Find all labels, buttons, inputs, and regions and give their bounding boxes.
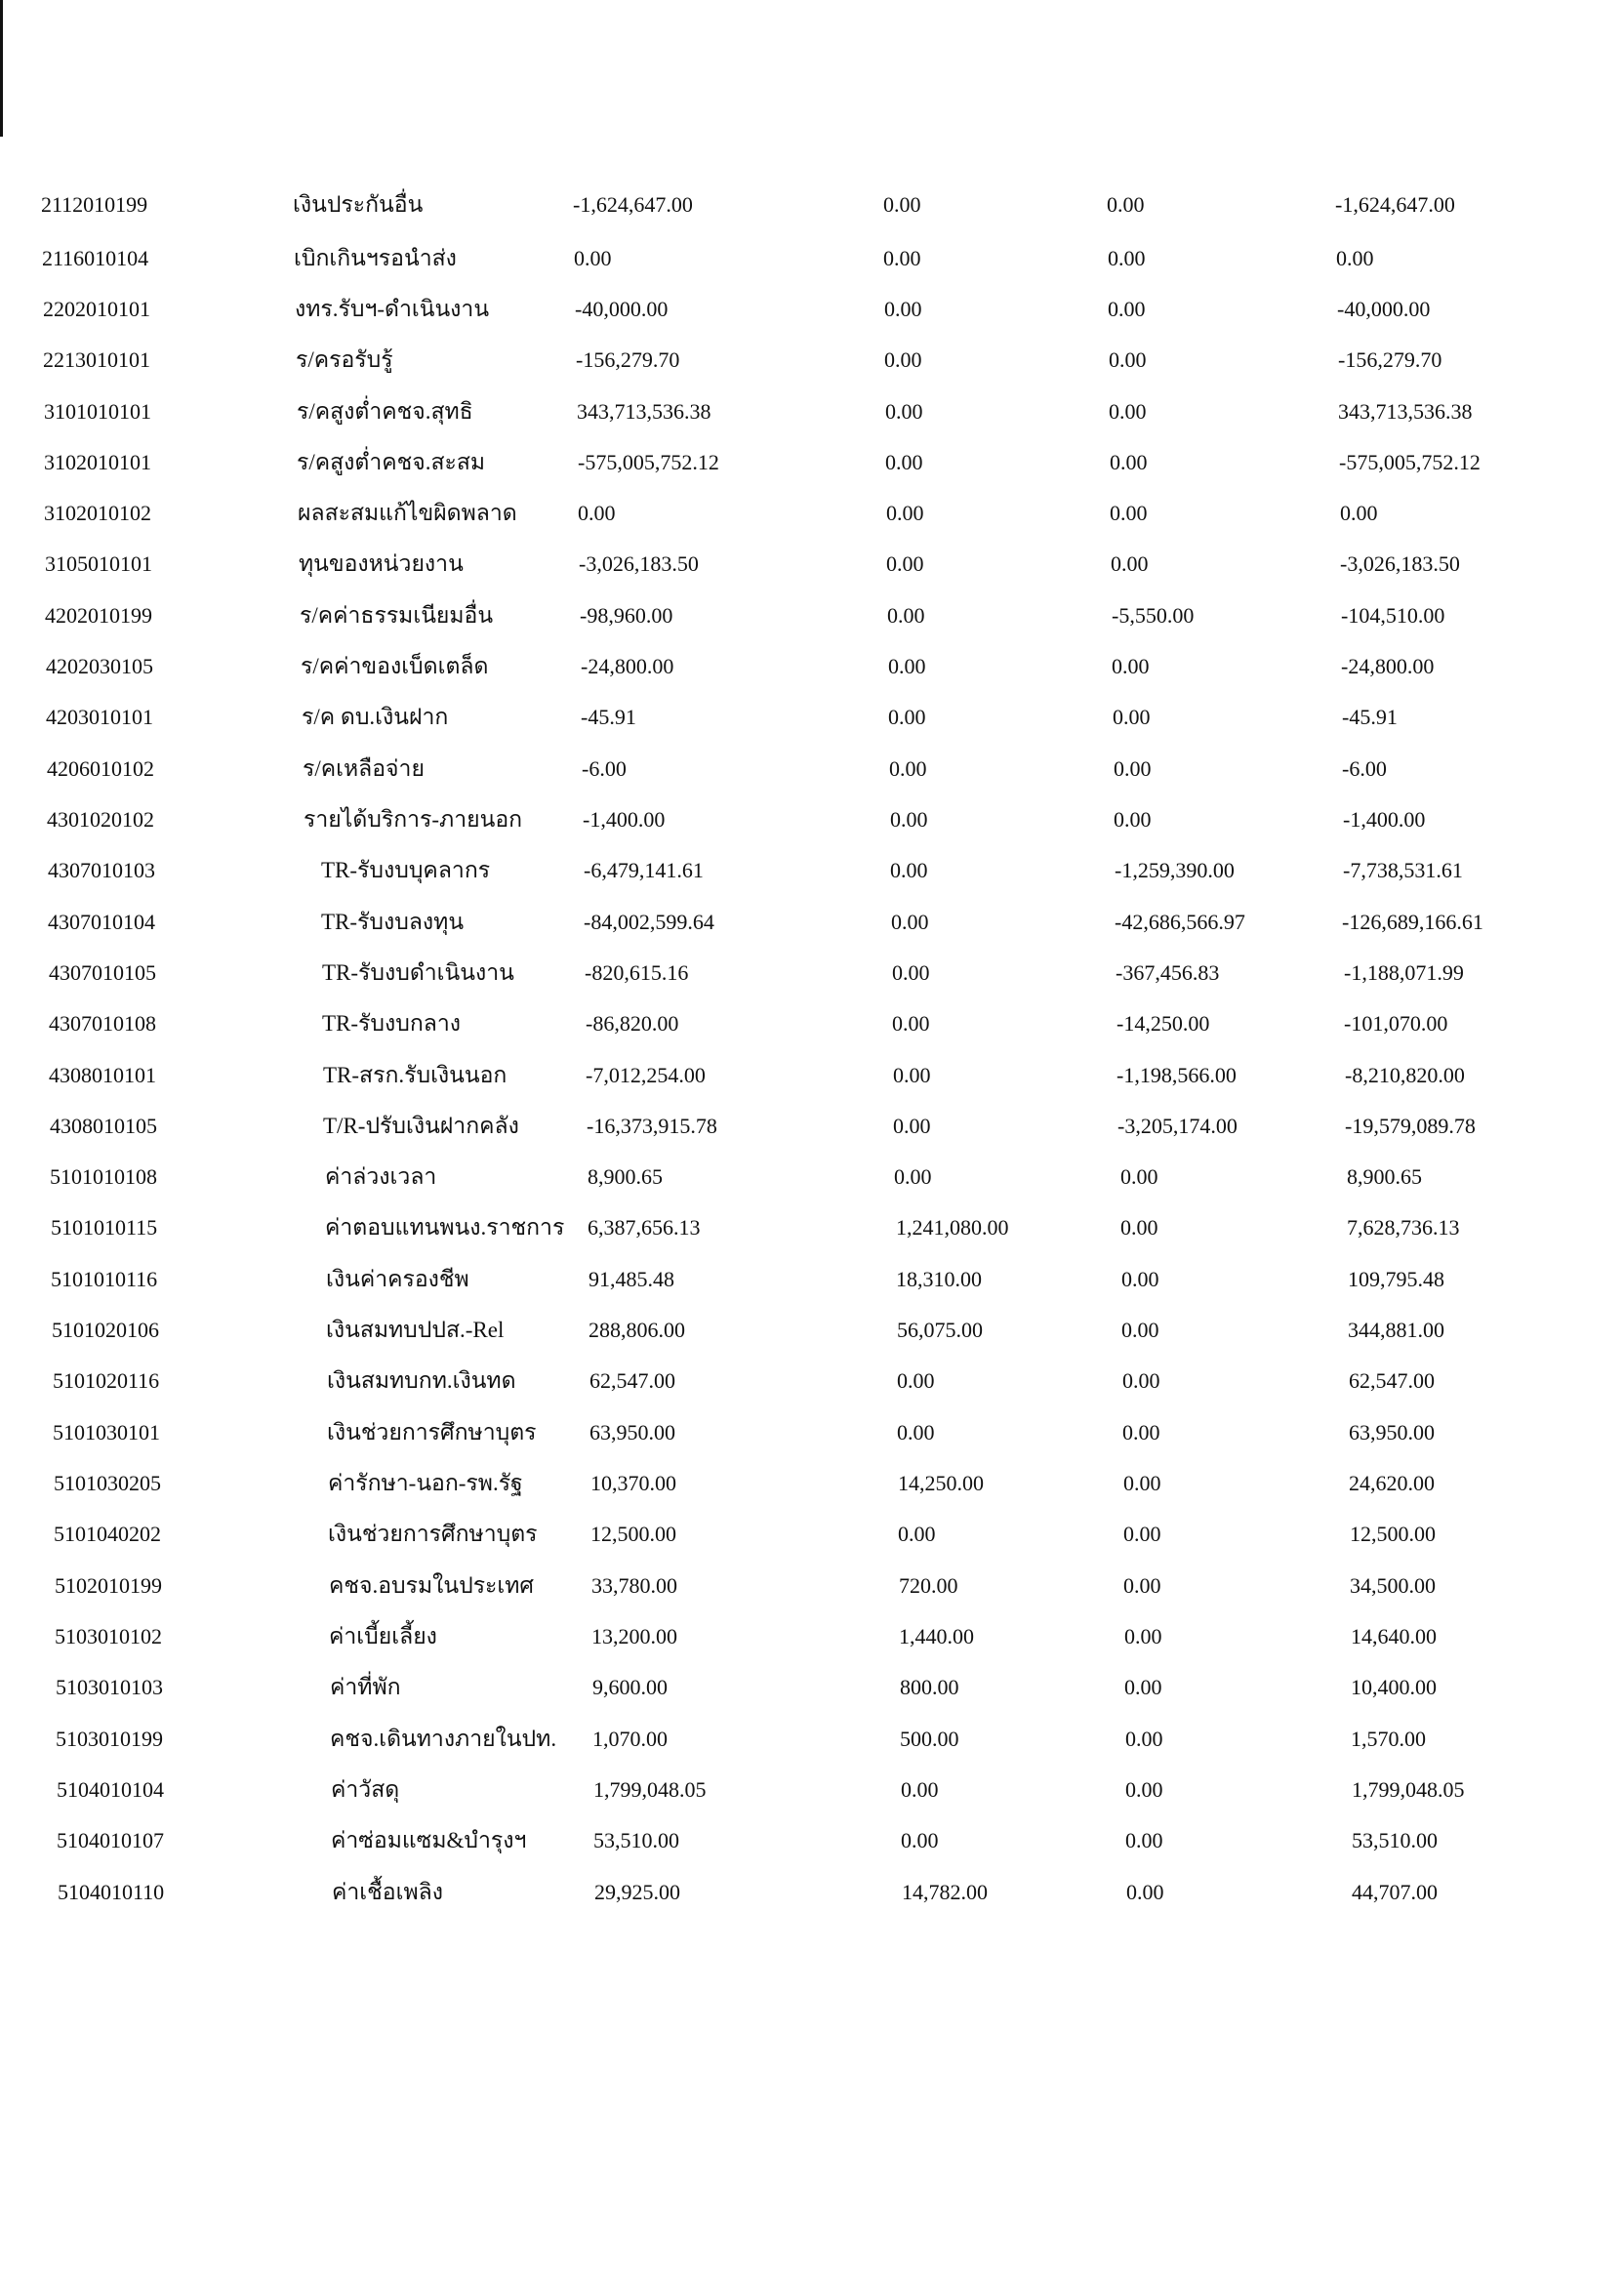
amount-col-4: -101,070.00 xyxy=(1344,1011,1448,1036)
amount-col-4: -40,000.00 xyxy=(1337,297,1431,321)
table-row xyxy=(0,1113,1624,1152)
account-code: 3102010102 xyxy=(44,501,151,525)
amount-col-3: 0.00 xyxy=(1109,399,1147,424)
table-row xyxy=(0,1419,1624,1458)
table-row xyxy=(0,704,1624,743)
amount-col-1: -6.00 xyxy=(582,756,627,781)
amount-col-3: 0.00 xyxy=(1110,501,1148,525)
amount-col-2: 0.00 xyxy=(901,1828,939,1852)
amount-col-4: -1,400.00 xyxy=(1343,807,1426,832)
amount-col-2: 0.00 xyxy=(893,1114,931,1138)
amount-col-4: -126,689,166.61 xyxy=(1342,910,1483,934)
account-code: 5102010199 xyxy=(55,1573,162,1598)
amount-col-2: 1,241,080.00 xyxy=(896,1215,1009,1240)
amount-col-4: 44,707.00 xyxy=(1352,1880,1438,1904)
amount-col-1: 33,780.00 xyxy=(591,1573,677,1598)
amount-col-2: 0.00 xyxy=(897,1368,935,1393)
account-name: งทร.รับฯ-ดำเนินงาน xyxy=(295,297,490,321)
amount-col-2: 0.00 xyxy=(884,347,922,372)
account-name: เงินสมทบปปส.-Rel xyxy=(326,1318,505,1342)
amount-col-4: 10,400.00 xyxy=(1351,1675,1437,1699)
amount-col-2: 0.00 xyxy=(885,399,923,424)
amount-col-3: -14,250.00 xyxy=(1116,1011,1210,1036)
amount-col-4: -156,279.70 xyxy=(1338,347,1442,372)
amount-col-2: 0.00 xyxy=(890,858,928,882)
account-name: เงินช่วยการศึกษาบุตร xyxy=(328,1522,538,1546)
amount-col-4: 63,950.00 xyxy=(1349,1420,1435,1444)
table-row xyxy=(0,909,1624,948)
account-code: 5103010199 xyxy=(56,1727,163,1751)
amount-col-1: 0.00 xyxy=(574,246,612,270)
account-name: ร/ครอรับรู้ xyxy=(296,347,393,372)
table-row xyxy=(0,1879,1624,1918)
amount-col-3: 0.00 xyxy=(1125,1828,1163,1852)
amount-col-4: -7,738,531.61 xyxy=(1343,858,1463,882)
account-code: 5104010104 xyxy=(57,1777,164,1802)
account-code: 5101010116 xyxy=(51,1267,158,1291)
account-code: 5101040202 xyxy=(54,1522,161,1546)
amount-col-4: -19,579,089.78 xyxy=(1345,1114,1476,1138)
amount-col-4: -6.00 xyxy=(1342,756,1387,781)
amount-col-3: -1,198,566.00 xyxy=(1116,1063,1237,1087)
amount-col-1: -1,400.00 xyxy=(583,807,666,832)
amount-col-1: 63,950.00 xyxy=(589,1420,675,1444)
amount-col-3: 0.00 xyxy=(1121,1318,1159,1342)
account-code: 5101020106 xyxy=(52,1318,159,1342)
table-row xyxy=(0,602,1624,641)
account-name: TR-รับงบบุคลากร xyxy=(321,858,491,882)
account-name: ร/คค่าของเบ็ดเตล็ด xyxy=(301,654,489,678)
amount-col-3: 0.00 xyxy=(1124,1675,1162,1699)
amount-col-1: 8,900.65 xyxy=(588,1164,663,1189)
amount-col-4: 34,500.00 xyxy=(1350,1573,1436,1598)
amount-col-1: 6,387,656.13 xyxy=(588,1215,701,1240)
amount-col-3: 0.00 xyxy=(1123,1573,1161,1598)
amount-col-2: 14,250.00 xyxy=(898,1471,984,1495)
amount-col-3: -367,456.83 xyxy=(1116,960,1220,985)
amount-col-4: 62,547.00 xyxy=(1349,1368,1435,1393)
table-row xyxy=(0,755,1624,794)
amount-col-4: 8,900.65 xyxy=(1347,1164,1422,1189)
account-code: 5101030205 xyxy=(54,1471,161,1495)
amount-col-4: 53,510.00 xyxy=(1352,1828,1438,1852)
amount-col-2: 0.00 xyxy=(894,1164,932,1189)
amount-col-1: 29,925.00 xyxy=(594,1880,680,1904)
amount-col-4: 1,799,048.05 xyxy=(1352,1777,1465,1802)
account-name: เงินประกันอื่น xyxy=(293,192,424,217)
amount-col-1: 12,500.00 xyxy=(590,1522,676,1546)
account-name: ค่ารักษา-นอก-รพ.รัฐ xyxy=(328,1471,523,1495)
amount-col-1: -86,820.00 xyxy=(586,1011,679,1036)
amount-col-2: 0.00 xyxy=(886,501,924,525)
amount-col-4: -3,026,183.50 xyxy=(1340,551,1460,576)
account-code: 4203010101 xyxy=(46,705,153,729)
amount-col-1: -16,373,915.78 xyxy=(587,1114,717,1138)
amount-col-1: -6,479,141.61 xyxy=(584,858,704,882)
table-row xyxy=(0,653,1624,692)
amount-col-3: 0.00 xyxy=(1114,807,1152,832)
table-row xyxy=(0,1470,1624,1509)
amount-col-4: -1,624,647.00 xyxy=(1335,192,1455,217)
table-row xyxy=(0,1521,1624,1560)
amount-col-1: 13,200.00 xyxy=(591,1624,677,1648)
amount-col-4: 0.00 xyxy=(1336,246,1374,270)
amount-col-3: 0.00 xyxy=(1125,1777,1163,1802)
table-row xyxy=(0,296,1624,335)
account-code: 5104010107 xyxy=(57,1828,164,1852)
amount-col-2: 0.00 xyxy=(889,756,927,781)
account-code: 5103010102 xyxy=(55,1624,162,1648)
amount-col-3: 0.00 xyxy=(1108,297,1146,321)
account-name: TR-สรก.รับเงินนอก xyxy=(323,1063,508,1087)
account-code: 2112010199 xyxy=(41,192,148,217)
amount-col-4: 12,500.00 xyxy=(1350,1522,1436,1546)
amount-col-3: 0.00 xyxy=(1120,1164,1158,1189)
amount-col-3: 0.00 xyxy=(1120,1215,1158,1240)
amount-col-4: -575,005,752.12 xyxy=(1339,450,1481,474)
account-name: T/R-ปรับเงินฝากคลัง xyxy=(323,1114,519,1138)
amount-col-3: 0.00 xyxy=(1125,1727,1163,1751)
account-name: ผลสะสมแก้ไขผิดพลาด xyxy=(298,501,517,525)
amount-col-4: -8,210,820.00 xyxy=(1345,1063,1465,1087)
amount-col-2: 0.00 xyxy=(898,1522,936,1546)
account-code: 4308010101 xyxy=(49,1063,156,1087)
amount-col-4: 109,795.48 xyxy=(1348,1267,1444,1291)
amount-col-1: -45.91 xyxy=(581,705,636,729)
account-code: 4301020102 xyxy=(47,807,154,832)
account-code: 4307010105 xyxy=(49,960,156,985)
account-name: ร/คสูงต่ำคชจ.สะสม xyxy=(297,450,486,474)
amount-col-3: 0.00 xyxy=(1111,551,1149,576)
account-name: คชจ.อบรมในประเทศ xyxy=(329,1573,535,1598)
amount-col-4: 1,570.00 xyxy=(1351,1727,1426,1751)
table-row xyxy=(0,1266,1624,1305)
amount-col-3: 0.00 xyxy=(1123,1522,1161,1546)
account-name: ค่าที่พัก xyxy=(330,1675,401,1699)
amount-col-3: 0.00 xyxy=(1122,1368,1160,1393)
account-code: 5101030101 xyxy=(53,1420,160,1444)
amount-col-3: 0.00 xyxy=(1109,347,1147,372)
account-name: ค่าเบี้ยเลี้ยง xyxy=(329,1624,437,1648)
amount-col-2: 0.00 xyxy=(883,192,921,217)
account-name: ค่าซ่อมแซม&บำรุงฯ xyxy=(331,1828,527,1852)
account-name: เงินค่าครองชีพ xyxy=(326,1267,469,1291)
amount-col-3: 0.00 xyxy=(1113,705,1151,729)
amount-col-2: 0.00 xyxy=(892,960,930,985)
amount-col-4: 343,713,536.38 xyxy=(1338,399,1473,424)
table-row xyxy=(0,1010,1624,1049)
table-row xyxy=(0,806,1624,845)
amount-col-2: 14,782.00 xyxy=(902,1880,988,1904)
account-name: ค่าตอบแทนพนง.ราชการ xyxy=(325,1215,565,1240)
table-row xyxy=(0,191,1624,230)
amount-col-2: 18,310.00 xyxy=(896,1267,982,1291)
amount-col-1: -575,005,752.12 xyxy=(578,450,719,474)
amount-col-2: 0.00 xyxy=(901,1777,939,1802)
account-name: ค่าล่วงเวลา xyxy=(325,1164,437,1189)
amount-col-3: 0.00 xyxy=(1108,246,1146,270)
account-name: คชจ.เดินทางภายในปท. xyxy=(330,1727,557,1751)
amount-col-1: -40,000.00 xyxy=(575,297,669,321)
amount-col-2: 0.00 xyxy=(883,246,921,270)
amount-col-3: -42,686,566.97 xyxy=(1115,910,1245,934)
amount-col-4: 7,628,736.13 xyxy=(1347,1215,1460,1240)
table-row xyxy=(0,500,1624,539)
account-name: รายได้บริการ-ภายนอก xyxy=(304,807,523,832)
table-row xyxy=(0,245,1624,284)
amount-col-1: 1,070.00 xyxy=(592,1727,668,1751)
amount-col-2: 1,440.00 xyxy=(899,1624,974,1648)
account-code: 5101020116 xyxy=(53,1368,160,1393)
account-code: 5101010115 xyxy=(51,1215,158,1240)
amount-col-4: 24,620.00 xyxy=(1349,1471,1435,1495)
table-row xyxy=(0,1726,1624,1765)
amount-col-4: -104,510.00 xyxy=(1341,603,1445,628)
table-row xyxy=(0,1572,1624,1611)
amount-col-4: -45.91 xyxy=(1342,705,1398,729)
amount-col-2: 0.00 xyxy=(887,603,925,628)
amount-col-1: 288,806.00 xyxy=(589,1318,685,1342)
amount-col-1: -7,012,254.00 xyxy=(586,1063,706,1087)
account-name: เงินช่วยการศึกษาบุตร xyxy=(327,1420,537,1444)
amount-col-3: 0.00 xyxy=(1126,1880,1164,1904)
table-row xyxy=(0,857,1624,896)
table-row xyxy=(0,1674,1624,1713)
account-code: 5104010110 xyxy=(58,1880,165,1904)
account-name: ร/คเหลือจ่าย xyxy=(303,756,425,781)
amount-col-3: 0.00 xyxy=(1114,756,1152,781)
amount-col-2: 56,075.00 xyxy=(897,1318,983,1342)
account-name: TR-รับงบกลาง xyxy=(322,1011,461,1036)
amount-col-1: 10,370.00 xyxy=(590,1471,676,1495)
amount-col-3: 0.00 xyxy=(1123,1471,1161,1495)
amount-col-4: -1,188,071.99 xyxy=(1344,960,1464,985)
amount-col-3: 0.00 xyxy=(1112,654,1150,678)
amount-col-1: -3,026,183.50 xyxy=(579,551,699,576)
amount-col-4: 14,640.00 xyxy=(1351,1624,1437,1648)
account-name: ร/คค่าธรรมเนียมอื่น xyxy=(300,603,494,628)
account-code: 5101010108 xyxy=(50,1164,157,1189)
table-row xyxy=(0,1062,1624,1101)
amount-col-3: -5,550.00 xyxy=(1112,603,1195,628)
account-code: 2213010101 xyxy=(43,347,150,372)
amount-col-1: 1,799,048.05 xyxy=(593,1777,707,1802)
account-name: เบิกเกินฯรอนำส่ง xyxy=(294,246,457,270)
amount-col-1: 0.00 xyxy=(578,501,616,525)
table-row xyxy=(0,1776,1624,1815)
amount-col-2: 0.00 xyxy=(886,551,924,576)
account-name: เงินสมทบกท.เงินทด xyxy=(327,1368,516,1393)
account-name: ร/ค ดบ.เงินฝาก xyxy=(302,705,449,729)
table-row xyxy=(0,959,1624,998)
amount-col-3: 0.00 xyxy=(1107,192,1145,217)
account-name: ทุนของหน่วยงาน xyxy=(299,551,464,576)
amount-col-2: 0.00 xyxy=(888,654,926,678)
amount-col-2: 0.00 xyxy=(884,297,922,321)
amount-col-4: -24,800.00 xyxy=(1341,654,1435,678)
account-name: ค่าวัสดุ xyxy=(331,1777,400,1802)
table-row xyxy=(0,1623,1624,1662)
amount-col-3: 0.00 xyxy=(1124,1624,1162,1648)
table-row xyxy=(0,550,1624,590)
table-row xyxy=(0,1317,1624,1356)
account-code: 4307010104 xyxy=(48,910,155,934)
account-code: 4206010102 xyxy=(47,756,154,781)
account-code: 3101010101 xyxy=(44,399,151,424)
account-name: ค่าเชื้อเพลิง xyxy=(332,1880,443,1904)
amount-col-1: 62,547.00 xyxy=(589,1368,675,1393)
amount-col-3: -3,205,174.00 xyxy=(1117,1114,1238,1138)
amount-col-2: 0.00 xyxy=(888,705,926,729)
amount-col-1: -1,624,647.00 xyxy=(573,192,693,217)
account-code: 4307010103 xyxy=(48,858,155,882)
amount-col-2: 0.00 xyxy=(893,1063,931,1087)
amount-col-3: 0.00 xyxy=(1121,1267,1159,1291)
account-code: 4308010105 xyxy=(50,1114,157,1138)
amount-col-3: -1,259,390.00 xyxy=(1115,858,1235,882)
amount-col-1: -24,800.00 xyxy=(581,654,674,678)
amount-col-2: 0.00 xyxy=(892,1011,930,1036)
account-name: TR-รับงบดำเนินงาน xyxy=(322,960,514,985)
account-name: ร/คสูงต่ำคชจ.สุทธิ xyxy=(297,399,473,424)
amount-col-2: 0.00 xyxy=(885,450,923,474)
amount-col-2: 500.00 xyxy=(900,1727,959,1751)
amount-col-4: 344,881.00 xyxy=(1348,1318,1444,1342)
table-row xyxy=(0,1827,1624,1866)
amount-col-1: 53,510.00 xyxy=(593,1828,679,1852)
table-row xyxy=(0,1163,1624,1202)
account-code: 4307010108 xyxy=(49,1011,156,1036)
table-row xyxy=(0,449,1624,488)
amount-col-2: 0.00 xyxy=(897,1420,935,1444)
amount-col-1: 91,485.48 xyxy=(589,1267,674,1291)
account-code: 5103010103 xyxy=(56,1675,163,1699)
amount-col-2: 0.00 xyxy=(890,807,928,832)
amount-col-1: -84,002,599.64 xyxy=(584,910,714,934)
account-code: 3105010101 xyxy=(45,551,152,576)
amount-col-1: 343,713,536.38 xyxy=(577,399,711,424)
amount-col-4: 0.00 xyxy=(1340,501,1378,525)
table-row xyxy=(0,1214,1624,1253)
account-name: TR-รับงบลงทุน xyxy=(321,910,465,934)
amount-col-1: -156,279.70 xyxy=(576,347,680,372)
account-code: 2116010104 xyxy=(42,246,149,270)
amount-col-2: 720.00 xyxy=(899,1573,958,1598)
account-code: 3102010101 xyxy=(44,450,151,474)
amount-col-2: 800.00 xyxy=(900,1675,959,1699)
account-code: 4202030105 xyxy=(46,654,153,678)
table-row xyxy=(0,398,1624,437)
amount-col-2: 0.00 xyxy=(891,910,929,934)
amount-col-3: 0.00 xyxy=(1110,450,1148,474)
amount-col-1: -98,960.00 xyxy=(580,603,673,628)
account-code: 4202010199 xyxy=(45,603,152,628)
amount-col-3: 0.00 xyxy=(1122,1420,1160,1444)
amount-col-1: -820,615.16 xyxy=(585,960,689,985)
account-code: 2202010101 xyxy=(43,297,150,321)
table-row xyxy=(0,1367,1624,1406)
table-row xyxy=(0,346,1624,386)
amount-col-1: 9,600.00 xyxy=(592,1675,668,1699)
